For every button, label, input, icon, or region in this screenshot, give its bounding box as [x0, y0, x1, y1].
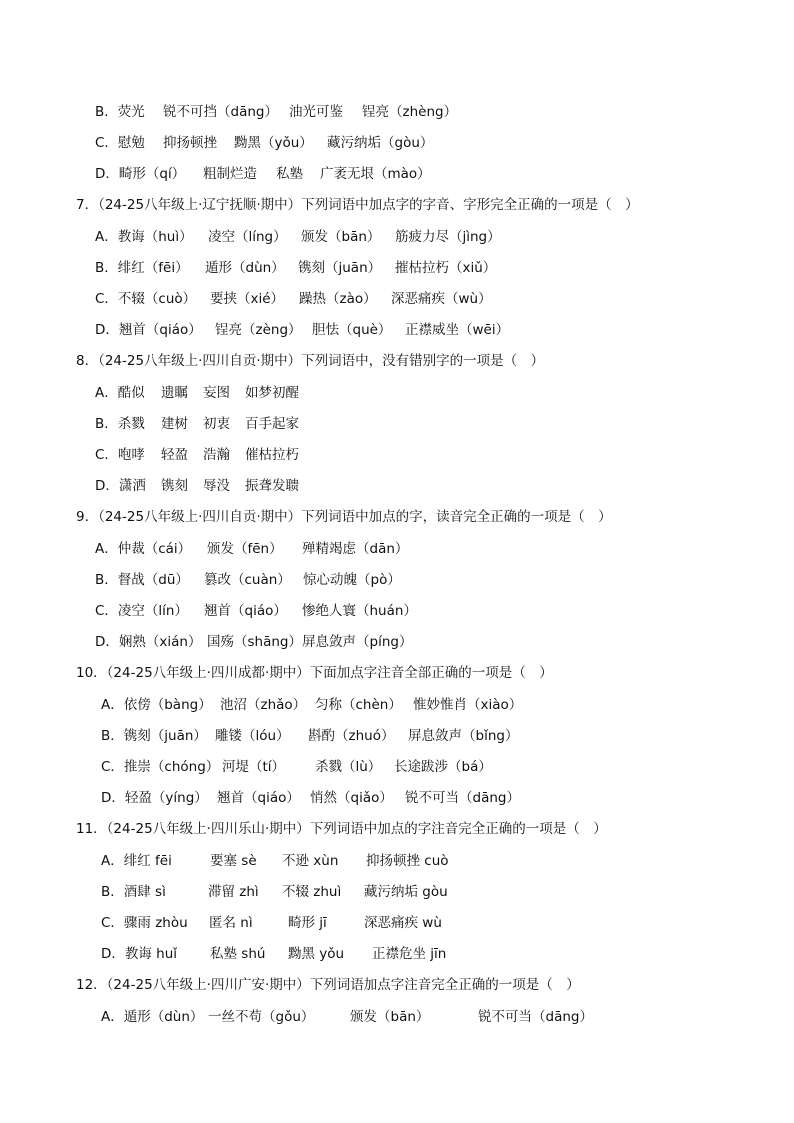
- option-term: D．翘首（qiáo）: [95, 322, 202, 338]
- option-term: D．轻盈（yíng）: [101, 790, 208, 806]
- option-term: D．教诲 huǐ: [101, 946, 178, 962]
- option-term: 锐不可当（dāng）: [405, 790, 520, 806]
- option-term: B．杀戮: [95, 416, 145, 432]
- option-term: 摧枯拉朽（xiǔ）: [395, 260, 497, 276]
- question-text: 11．（24-25八年级上·四川乐山·期中）下列词语中加点的字注音完全正确的一项是（ ）: [76, 821, 607, 837]
- option-term: 屏息敛声（bǐng）: [408, 728, 519, 744]
- option-term: 广袤无垠（mào）: [320, 166, 431, 182]
- option-term: 杀戮（lù）: [315, 759, 382, 775]
- option-term: 颁发（bān）: [350, 1009, 430, 1025]
- option-term: 私塾: [276, 166, 303, 182]
- option-term: 胆怯（què）: [312, 322, 392, 338]
- option-term: 颁发（bān）: [301, 229, 381, 245]
- option-term: 翘首（qiáo）: [204, 603, 287, 619]
- option-term: C．骤雨 zhòu: [101, 915, 188, 931]
- option-term: 建树: [161, 416, 188, 432]
- option-term: 屏息敛声（píng）: [302, 634, 413, 650]
- option-term: C．慰勉: [95, 135, 145, 151]
- option-term: 轻盈: [161, 447, 188, 463]
- option-term: 振聋发聩: [245, 478, 299, 494]
- option-term: 粗制烂造: [203, 166, 257, 182]
- option-term: 一丝不苟（gǒu）: [208, 1009, 315, 1025]
- option-term: 私塾 shú: [210, 946, 266, 962]
- option-term: 镌刻（juān）: [298, 260, 382, 276]
- option-term: 抑扬顿挫 cuò: [366, 853, 449, 869]
- option-term: 殚精竭虑（dān）: [302, 541, 409, 557]
- option-term: 长途跋涉（bá）: [394, 759, 492, 775]
- option-term: 锃亮（zèng）: [215, 322, 302, 338]
- option-term: 不逊 xùn: [282, 853, 339, 869]
- option-term: 深恶痛疾（wù）: [391, 291, 492, 307]
- option-term: B．绯红（fēi）: [95, 260, 189, 276]
- option-term: 畸形 jī: [288, 915, 327, 931]
- option-term: 正襟威坐（wēi）: [405, 322, 510, 338]
- question-text: 10．（24-25八年级上·四川成都·期中）下面加点字注音全部正确的一项是（ ）: [76, 665, 553, 681]
- option-term: 惟妙惟肖（xiào）: [413, 697, 523, 713]
- option-term: 凌空（líng）: [208, 229, 287, 245]
- option-term: A．仲裁（cái）: [95, 541, 192, 557]
- option-term: 篡改（cuàn）: [204, 572, 291, 588]
- option-term: A．酷似: [95, 385, 145, 401]
- option-term: 正襟危坐 jīn: [372, 946, 447, 962]
- option-term: 辱没: [203, 478, 230, 494]
- option-term: 要塞 sè: [210, 853, 257, 869]
- option-term: 深恶痛疾 wù: [364, 915, 442, 931]
- option-term: C．咆哮: [95, 447, 145, 463]
- option-term: 遗瞩: [161, 385, 188, 401]
- option-term: 遁形（dùn）: [205, 260, 285, 276]
- option-term: 颁发（fēn）: [207, 541, 283, 557]
- option-term: D．娴熟（xián）: [95, 634, 202, 650]
- option-term: 如梦初醒: [245, 385, 299, 401]
- option-term: 悄然（qiǎo）: [310, 790, 393, 806]
- option-term: C．凌空（lín）: [95, 603, 188, 619]
- option-term: 惊心动魄（pò）: [303, 572, 401, 588]
- option-term: A．遁形（dùn）: [101, 1009, 204, 1025]
- question-text: 8．（24-25八年级上·四川自贡·期中）下列词语中，没有错别字的一项是（ ）: [76, 353, 545, 369]
- option-term: 滞留 zhì: [208, 884, 259, 900]
- option-term: 浩瀚: [203, 447, 230, 463]
- option-term: 斟酌（zhuó）: [308, 728, 395, 744]
- option-term: 锐不可挡（dāng）: [163, 104, 278, 120]
- option-term: 筋疲力尽（jìng）: [395, 229, 501, 245]
- question-text: 7．（24-25八年级上·辽宁抚顺·期中）下列词语中加点字的字音、字形完全正确的一项是（ ）: [76, 197, 639, 213]
- question-text: 12．（24-25八年级上·四川广安·期中）下列词语加点字注音完全正确的一项是（ ）: [76, 977, 580, 993]
- option-term: D．畸形（qí）: [95, 166, 186, 182]
- option-term: A．依傍（bàng）: [101, 697, 212, 713]
- option-term: 翘首（qiáo）: [217, 790, 300, 806]
- option-term: 雕镂（lóu）: [215, 728, 290, 744]
- option-term: B．督战（dū）: [95, 572, 189, 588]
- option-term: 国殇（shāng）: [207, 634, 302, 650]
- option-term: B．镌刻（juān）: [101, 728, 207, 744]
- option-term: B．酒肆 sì: [101, 884, 166, 900]
- option-term: 要挟（xié）: [210, 291, 285, 307]
- option-term: 躁热（zào）: [299, 291, 377, 307]
- option-term: 匀称（chèn）: [315, 697, 402, 713]
- option-term: 催枯拉朽: [245, 447, 299, 463]
- option-term: 锐不可当（dāng）: [478, 1009, 593, 1025]
- option-term: A．绯红 fēi: [101, 853, 172, 869]
- option-term: 黝黑 yǒu: [288, 946, 345, 962]
- option-term: 藏污纳垢（gòu）: [327, 135, 434, 151]
- option-term: 惨绝人寰（huán）: [302, 603, 417, 619]
- option-term: 百手起家: [245, 416, 299, 432]
- option-term: D．潇洒: [95, 478, 146, 494]
- option-term: 不辍 zhuì: [282, 884, 342, 900]
- option-term: 镌刻: [161, 478, 188, 494]
- option-term: 黝黑（yǒu）: [234, 135, 313, 151]
- option-term: 匿名 nì: [209, 915, 253, 931]
- option-term: C．推崇（chóng）: [101, 759, 220, 775]
- option-term: 抑扬顿挫: [163, 135, 217, 151]
- option-term: B．荧光: [95, 104, 145, 120]
- question-text: 9．（24-25八年级上·四川自贡·期中）下列词语中加点的字，读音完全正确的一项是（ ）: [76, 509, 612, 525]
- option-term: 油光可鉴: [289, 104, 343, 120]
- option-term: C．不辍（cuò）: [95, 291, 197, 307]
- option-term: 妄图: [203, 385, 230, 401]
- option-term: 锃亮（zhèng）: [362, 104, 458, 120]
- option-term: A．教诲（huì）: [95, 229, 193, 245]
- option-term: 池沼（zhǎo）: [220, 697, 307, 713]
- option-term: 藏污纳垢 gòu: [364, 884, 448, 900]
- option-term: 初衷: [203, 416, 230, 432]
- option-term: 河堤（tí）: [222, 759, 286, 775]
